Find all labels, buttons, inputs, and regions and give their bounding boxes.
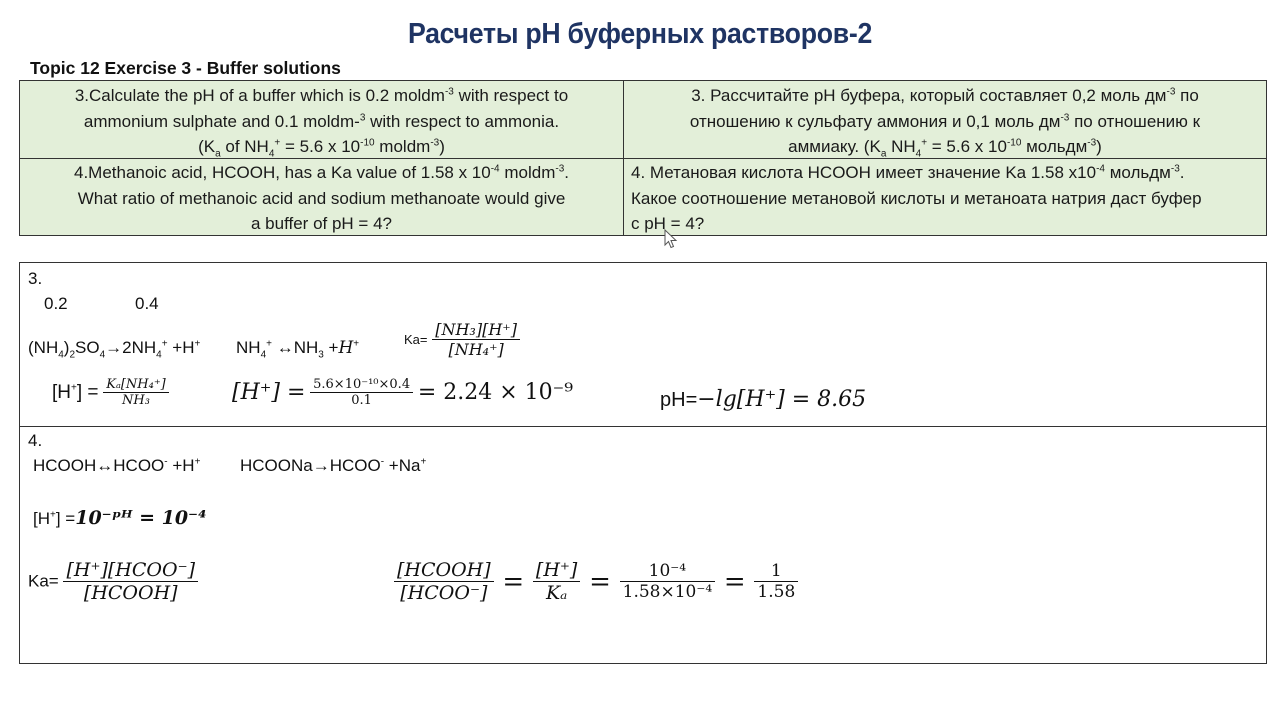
page-title: Расчеты pH буферных растворов-2 xyxy=(407,18,873,50)
dissociation-equation-sodium-methanoate: HCOONa→HCOO- +Na+ xyxy=(240,456,427,475)
concentration-ammonium-sulphate: 0.2 xyxy=(44,294,68,313)
dissociation-equation-ammonium-sulphate: $(NH_4)_2SO_4\to 2NH_4^+ +H^+$ xyxy=(28,338,201,361)
solution-box xyxy=(19,262,1267,664)
ratio-calculation: $\frac{\text{[HCOOH]}}{\text{[HCOO⁻]}}$ = $\frac{[H^+]}{\text{Kₐ}}$ = $\frac{\text{10⁻⁴}}{\text{1.58×10⁻⁴}}$ = $\frac{1}{1.58}$ xyxy=(394,559,798,604)
questions-table xyxy=(19,80,1267,236)
concentration-ammonium: 0.4 xyxy=(135,294,159,313)
question-3-english: 3.Calculate the pH of a buffer which is 0.2 moldm$^{-3}$ with respect to ammonium sulphate and 0.1 moldm-$^3$ with respect to ammonia. ($K_a$ of $NH_4^+ = 5.6$ x $10^{-10}$ moldm$^{-3}$) xyxy=(74,86,569,160)
solution-divider xyxy=(20,426,1266,427)
question-3-russian: 3. Рассчитайте pH буфера, который составляет 0,2 моль $дм^{-3}$ по отношению к сульфату аммония и 0,1 моль $дм^{-3}$ по отношению к аммиаку. ($K_a$ $NH_4^+ = 5.6$ x $10^{-10}$ мольдм$^{-3}$) xyxy=(689,86,1201,160)
h-ion-calculation: [H⁺] = $\frac{\text{5.6×10⁻¹⁰×0.4}}{0.1}$ = 2.24 × 10⁻⁹ xyxy=(232,377,574,408)
ph-result: pH=−lg[H⁺] = 8.65 xyxy=(660,387,867,412)
exercise-subtitle: Topic 12 Exercise 3 - Buffer solutions xyxy=(30,58,341,78)
ka-expression-ammonium: Ka= $\frac{\text{[NH₃][H⁺]}}{\text{[NH₄⁺]}}$ xyxy=(404,320,520,359)
h-ion-expression: [H+] = $\frac{\text{Kₐ[NH₄⁺]}}{\text{NH₃}}$ xyxy=(52,377,169,408)
solution-3-label: 3. xyxy=(28,269,43,288)
equilibrium-equation-ammonium: $NH_4^+$ $\leftrightarrow NH_3 +H^+$ xyxy=(236,338,360,361)
question-4-russian: 4. Метановая кислота HCOOH имеет значение Ka 1.58 $x10^{-4}$ мольдм$^{-3}$. Какое соотношение метановой кислоты и метаноата натрия даст буфер с pH = 4? xyxy=(631,163,1202,233)
question-4-english: 4.Methanoic acid, HCOOH, has a Ka value of 1.58 x $10^{-4}$ moldm$^{-3}$. What ratio of methanoic acid and sodium methanoate would give a buffer of pH = 4? xyxy=(73,163,569,233)
mouse-cursor-icon xyxy=(664,229,678,249)
h-ion-from-ph: [H+] =10⁻ᵖᴴ = 10⁻⁴ xyxy=(33,507,207,529)
ka-expression-methanoic-acid: Ka= $\frac{\text{[H⁺][HCOO⁻]}}{\text{[HCOOH]}}$ xyxy=(28,559,198,604)
solution-4-label: 4. xyxy=(28,431,43,450)
dissociation-equation-methanoic-acid: HCOOH↔HCOO- +H+ xyxy=(33,456,201,475)
